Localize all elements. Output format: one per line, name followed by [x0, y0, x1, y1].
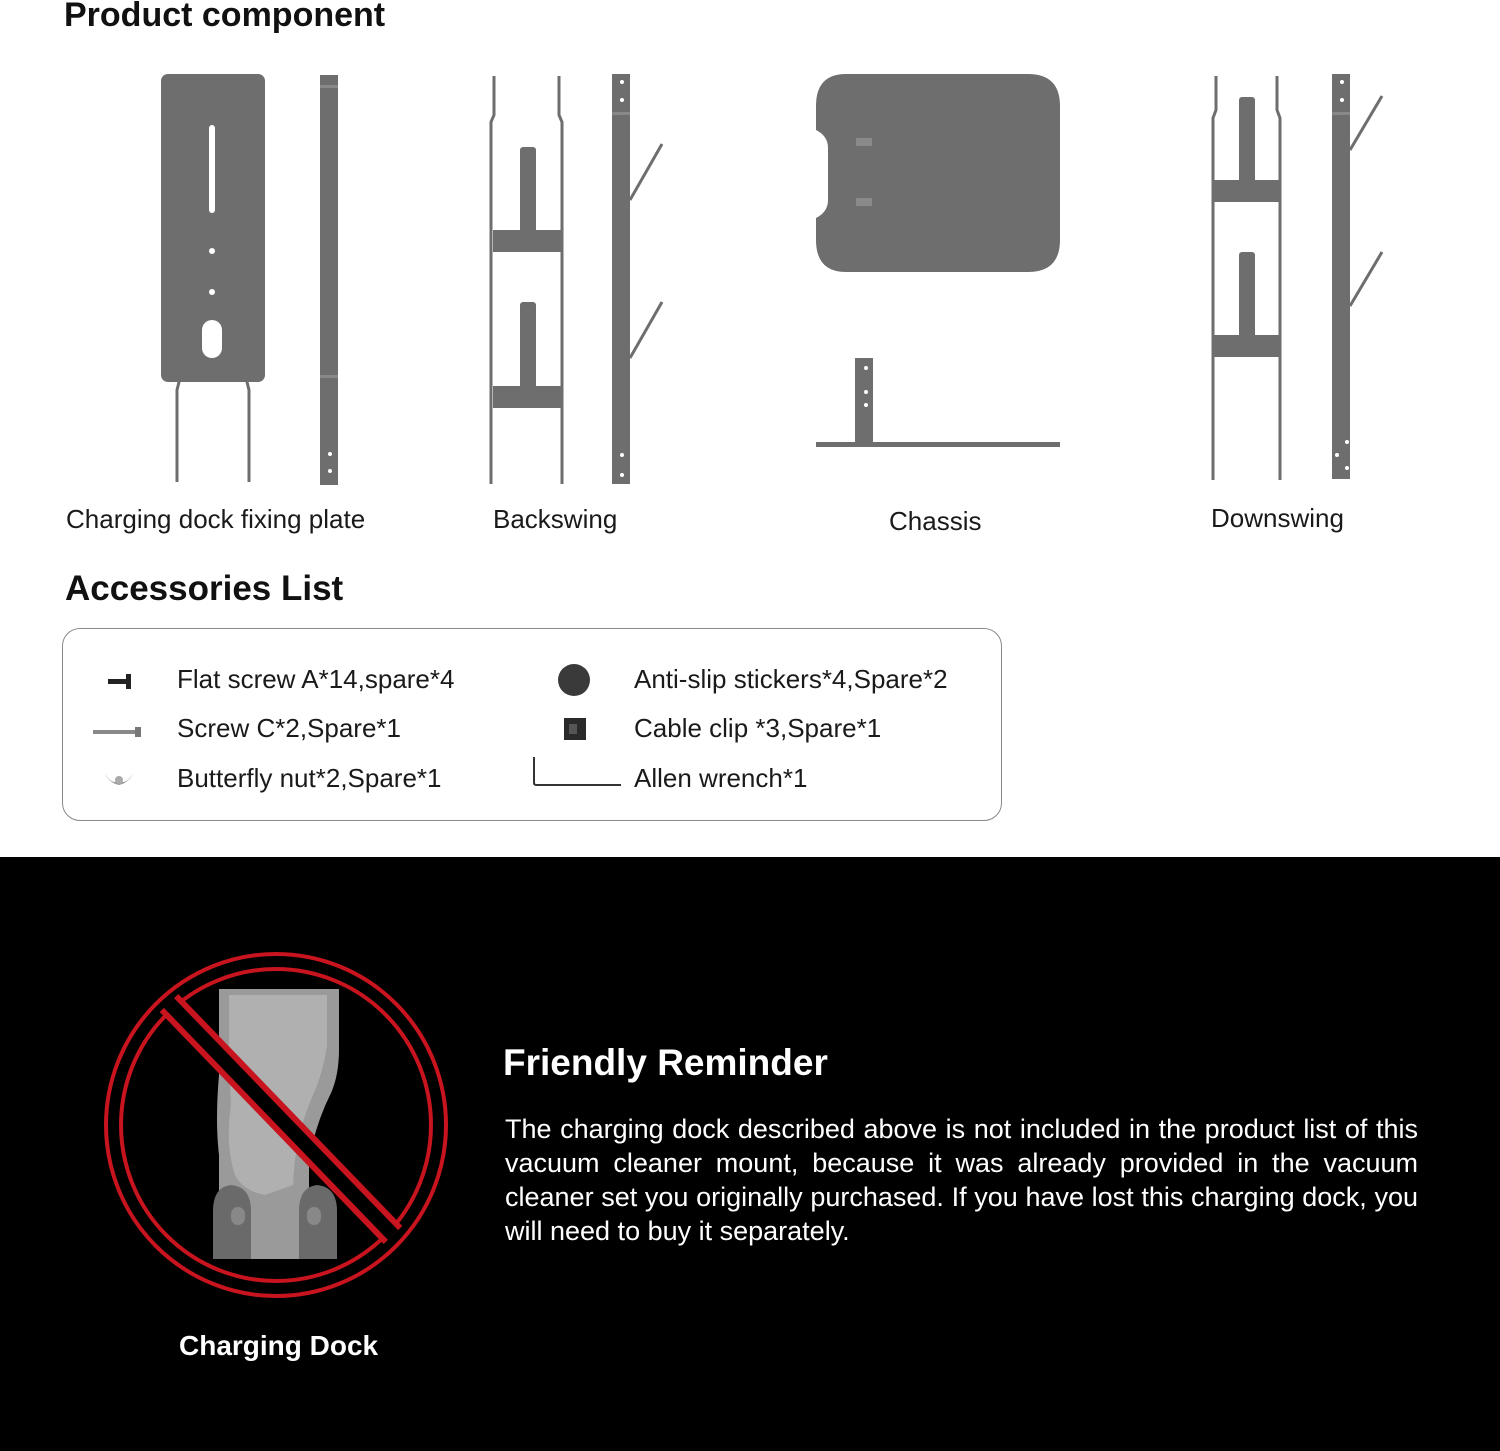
- part-label-chassis: Chassis: [889, 506, 982, 536]
- friendly-reminder-title: Friendly Reminder: [503, 1042, 828, 1083]
- accessories-list-title: Accessories List: [65, 569, 344, 608]
- charging-dock-label: Charging Dock: [179, 1330, 379, 1361]
- sticker-icon: [557, 663, 591, 697]
- part-label-fixing-plate: Charging dock fixing plate: [66, 504, 366, 534]
- downswing-image: [1205, 70, 1395, 490]
- charging-dock-fixing-plate-image: [150, 70, 350, 490]
- screw-icon: [91, 724, 145, 740]
- accessories-box: [62, 628, 1002, 821]
- accessory-label-screw-c: Screw C*2,Spare*1: [177, 713, 401, 743]
- backswing-image: [485, 70, 675, 490]
- friendly-reminder-body: The charging dock described above is not included in the product list of this vacuum cleaner mount, because it was already provided in the vacuum cleaner set you originally purchased. If you have lost this charging dock, you will need to buy it separately.: [505, 1114, 1418, 1246]
- accessory-label-flat-screw: Flat screw A*14,spare*4: [177, 664, 455, 694]
- accessory-label-cable-clip: Cable clip *3,Spare*1: [634, 713, 882, 743]
- chassis-image: [810, 70, 1070, 460]
- part-label-downswing: Downswing: [1211, 503, 1344, 533]
- accessory-label-anti-slip-stickers: Anti-slip stickers*4,Spare*2: [634, 664, 948, 694]
- cable-clip-icon: [563, 717, 589, 743]
- prohibited-charging-dock-illustration: [95, 945, 460, 1305]
- flat-screw-icon: [106, 672, 136, 692]
- part-label-backswing: Backswing: [493, 504, 618, 534]
- butterfly-nut-icon: [103, 769, 135, 789]
- accessory-label-allen-wrench: Allen wrench*1: [634, 763, 808, 793]
- allen-wrench-icon: [531, 755, 623, 789]
- accessory-label-butterfly-nut: Butterfly nut*2,Spare*1: [177, 763, 442, 793]
- product-component-title: Product component: [64, 0, 386, 34]
